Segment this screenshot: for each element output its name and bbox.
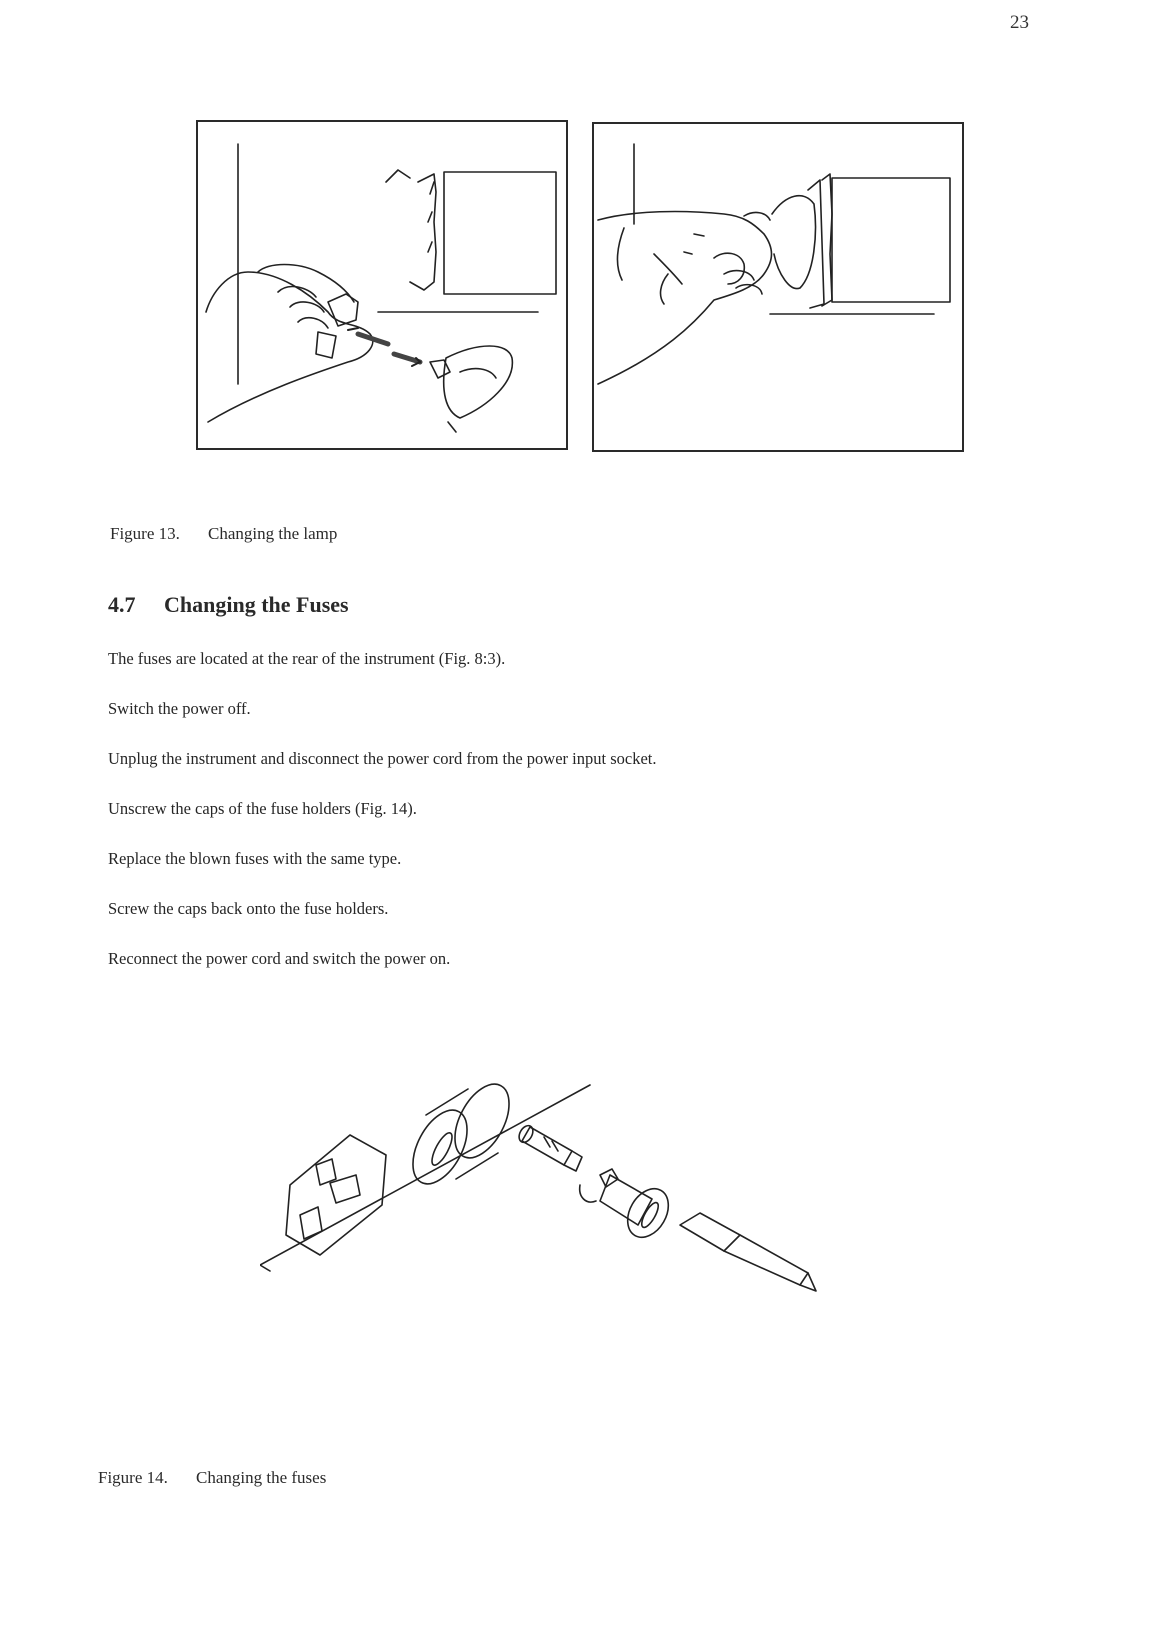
fuse-change-illustration [260,1075,860,1365]
page-number: 23 [1010,12,1029,33]
figure-13-caption [110,524,337,544]
paragraph-power-off: Switch the power off. [108,699,251,718]
lamp-removal-illustration [198,122,566,448]
figure-14-caption [98,1468,326,1488]
figure-13-panel-insert-lamp [592,122,964,452]
figure-14-caption-text: Changing the fuses [196,1468,327,1487]
figure-13-label: Figure 13. [110,524,180,543]
paragraph-fuse-location: The fuses are located at the rear of the instrument (Fig. 8:3). [108,649,506,668]
paragraph-screw-caps: Screw the caps back onto the fuse holders. [108,899,389,918]
section-number: 4.7 [108,592,136,617]
paragraph-replace-fuses: Replace the blown fuses with the same type. [108,849,402,868]
paragraph-unscrew-caps: Unscrew the caps of the fuse holders (Fig. 14). [108,799,417,818]
lamp-insertion-illustration [594,124,962,450]
paragraph-reconnect: Reconnect the power cord and switch the power on. [108,949,451,968]
section-heading [108,592,349,618]
figure-13-caption-text: Changing the lamp [208,524,338,543]
figure-14-label: Figure 14. [98,1468,168,1487]
section-title: Changing the Fuses [164,592,349,617]
figure-13-panel-remove-lamp [196,120,568,450]
paragraph-unplug: Unplug the instrument and disconnect the power cord from the power input socket. [108,749,657,768]
